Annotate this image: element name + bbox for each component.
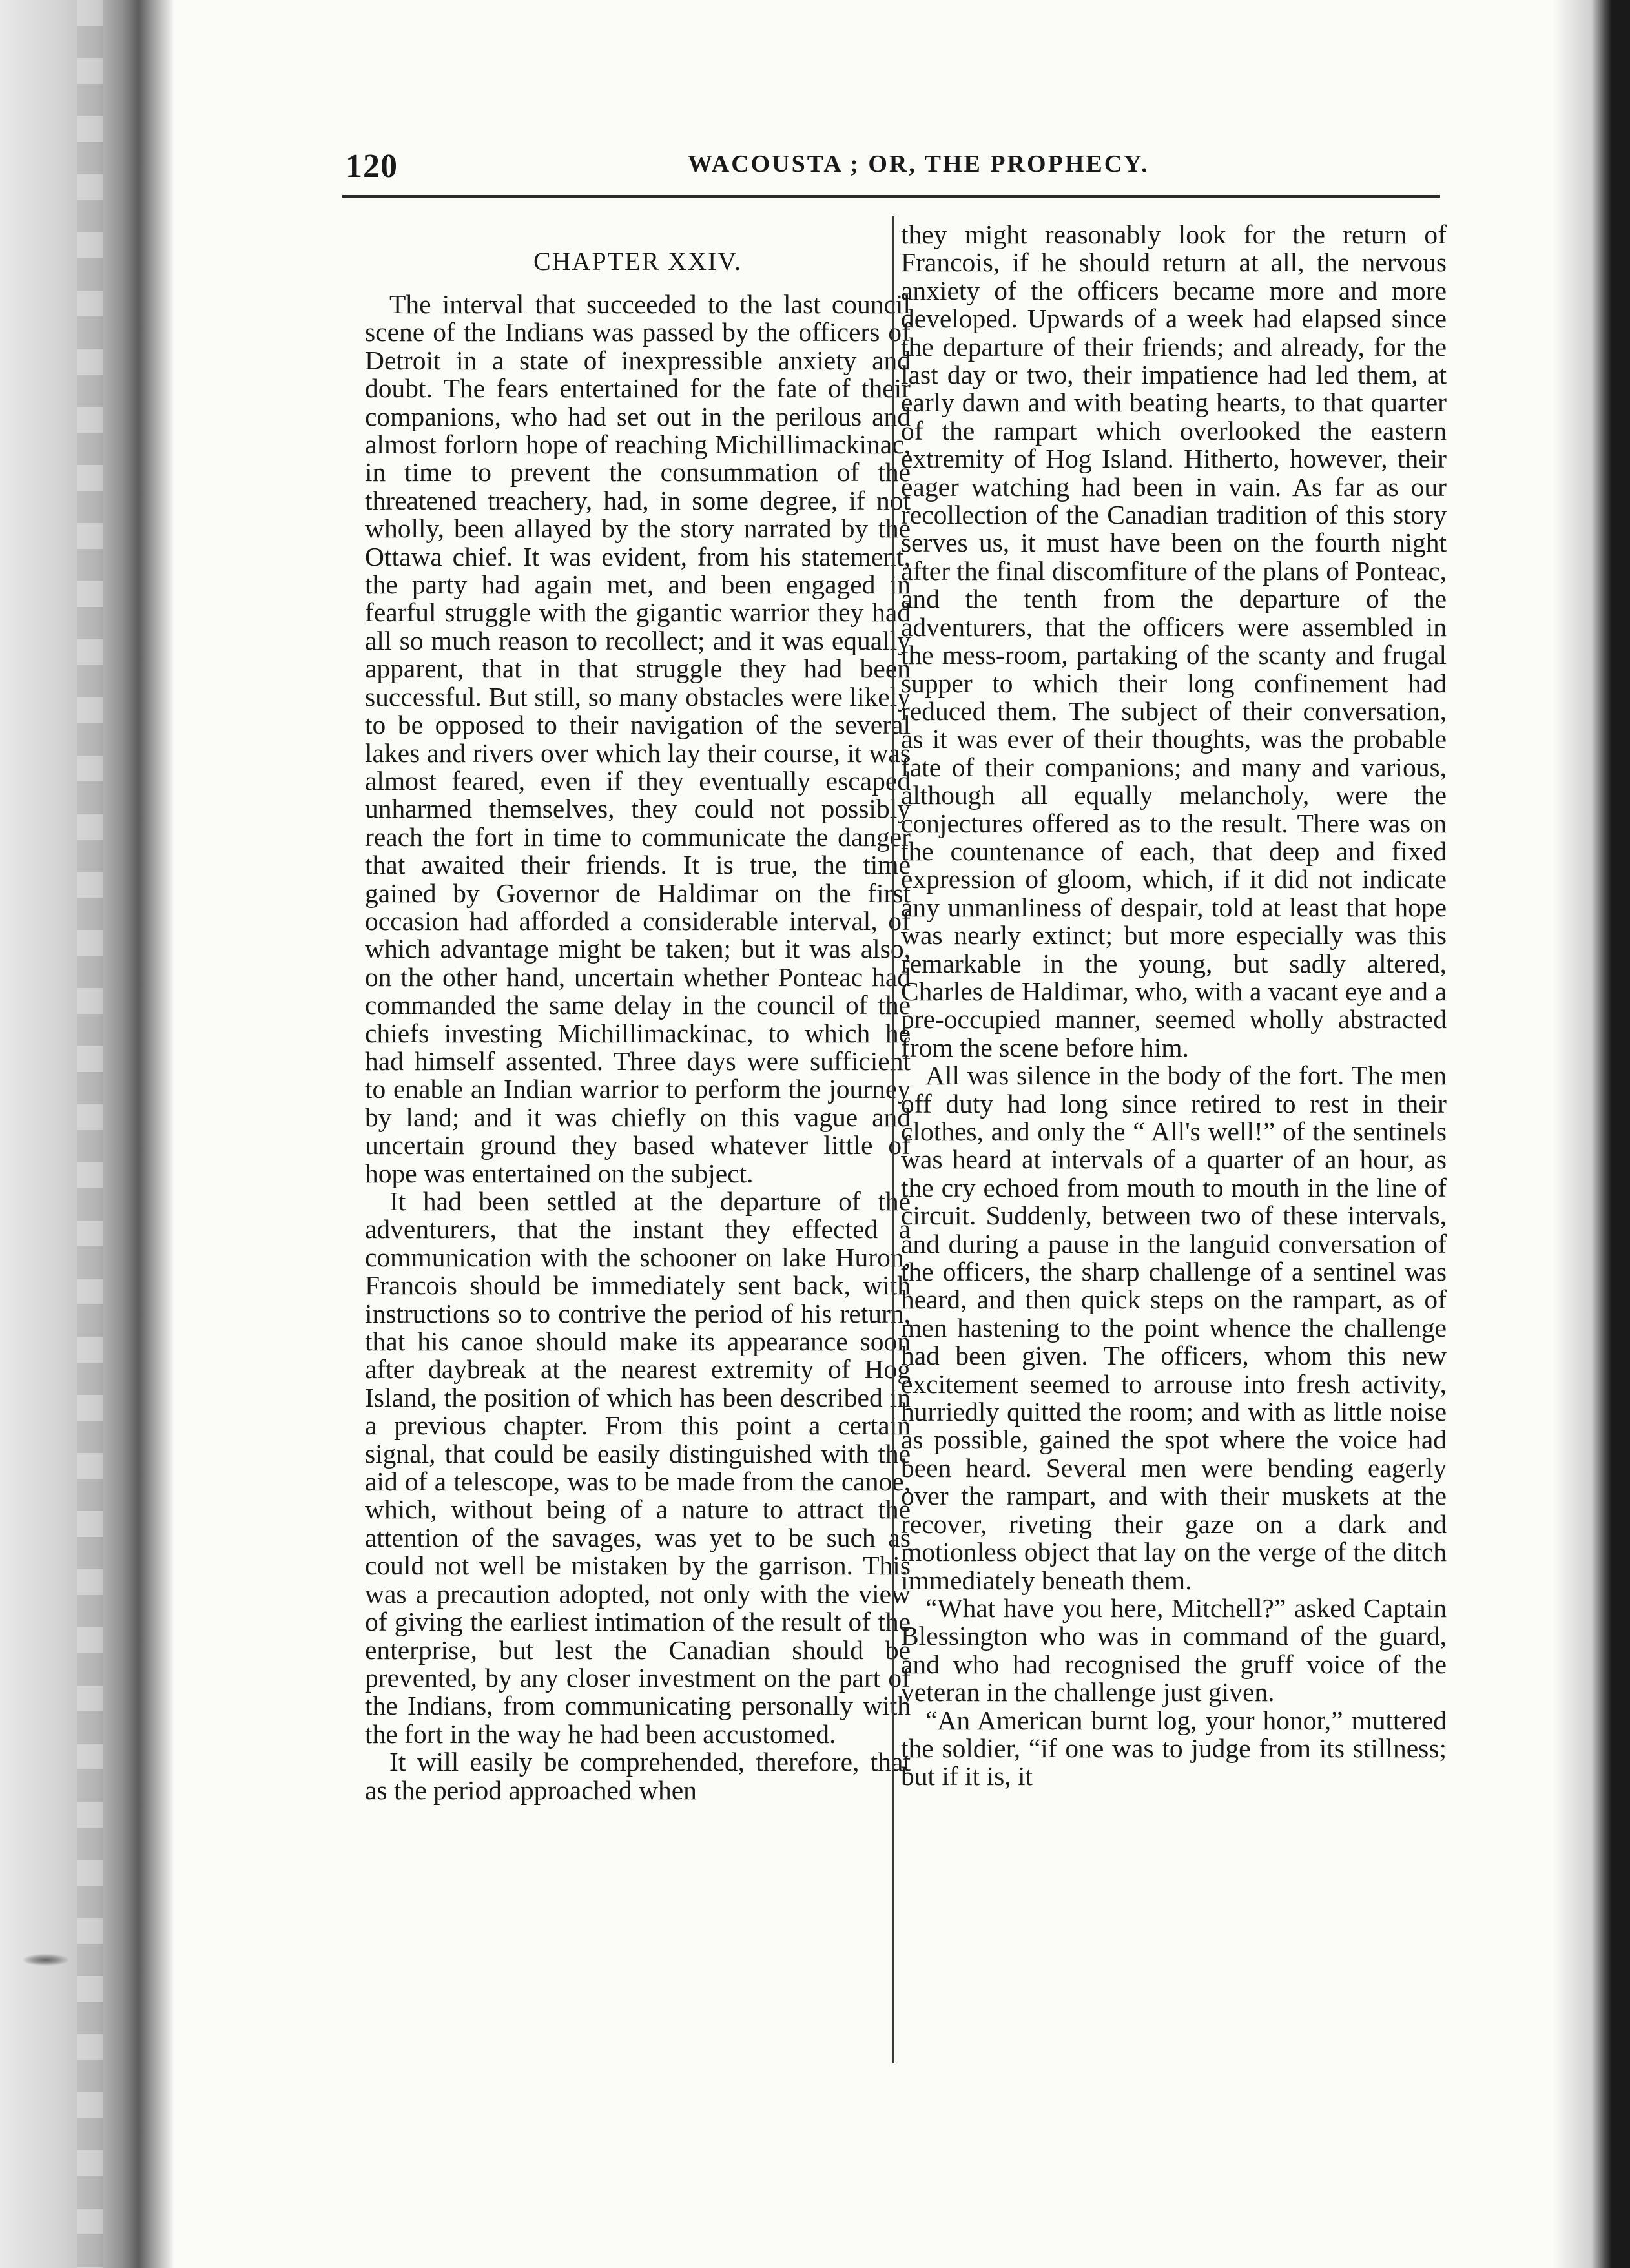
column-divider [892,216,894,2063]
paragraph: All was silence in the body of the fort. The men off duty had long since retired to rest in their clothes, and only the “ All's well!” of the sentinels was heard at intervals of a quarter of an hour, as the cry echoed from mouth to mouth in the line of circuit. Suddenly, between two of these intervals, and during a pause in the languid conversation of the officers, the sharp challenge of a sentinel was heard, and then quick steps on the rampart, as of men hastening to the point whence the challenge had been given. The officers, whom this new excitement seemed to arrouse into fresh activity, hurriedly quitted the room; and with as little noise as possible, gained the spot where the voice had been heard. Several men were bending eagerly over the rampart, and with their muskets at the recover, riveting their gaze on a dark and motionless object that lay on the verge of the ditch immediately beneath them. [901,1060,1447,1595]
scan-border-right [1553,0,1630,2268]
paragraph: The interval that succeeded to the last council scene of the Indians was passed by the officers of Detroit in a state of inexpressible anxiety and doubt. The fears entertained for the fate of their companions, who had set out in the perilous and almost forlorn hope of reaching Michillimackinac, in time to prevent the consummation of the threatened treachery, had, in some degree, if not wholly, been allayed by the story narrated by the Ottawa chief. It was evident, from his statement, the party had again met, and been engaged in fearful struggle with the gigantic warrior they had all so much reason to recollect; and it was equally apparent, that in that struggle they had been successful. But still, so many obstacles were likely to be opposed to their navigation of the several lakes and rivers over which lay their course, it was almost feared, even if they eventually escaped unharmed themselves, they could not possibly reach the fort in time to communicate the danger that awaited their friends. It is true, the time gained by Governor de Haldimar on the first occasion had afforded a considerable interval, of which advantage might be taken; but it was also, on the other hand, uncertain whether Ponteac had commanded the same delay in the council of the chiefs investing Michillimackinac, to which he had himself assented. Three days were sufficient to enable an Indian warrior to perform the journey by land; and it was chiefly on this vague and uncertain ground they based whatever little of hope was entertained on the subject. [365,289,911,1188]
paragraph: It will easily be comprehended, therefore, that as the period approached when [365,1747,911,1805]
scan-speck [23,1954,68,1966]
right-column [901,221,1447,1791]
paragraph: It had been settled at the departure of the adventurers, that the instant they effected a communication with the schooner on lake Huron, Francois should be immediately sent back, with instructions so to contrive the period of his return, that his canoe should make its appearance soon after daybreak at the nearest extremity of Hog Island, the position of which has been described in a previous chapter. From this point a certain signal, that could be easily distinguished with the aid of a telescope, was to be made from the canoe, which, without being of a nature to attract the attention of the savages, was yet to be such as could not well be mistaken by the garrison. This was a precaution adopted, not only with the view of giving the earliest intimation of the result of the enterprise, but lest the Canadian should be prevented, by any closer investment on the part of the Indians, from communicating personally with the fort in the way he had been accustomed. [365,1186,911,1749]
running-title: WACOUSTA ; OR, THE PROPHECY. [688,150,1150,178]
left-column [365,227,911,1804]
header-rule [342,195,1440,198]
paragraph: “What have you here, Mitchell?” asked Captain Blessington who was in command of the guard, and who had recognised the gruff voice of the veteran in the challenge just given. [901,1593,1447,1707]
paragraph: “An American burnt log, your honor,” muttered the soldier, “if one was to judge from its stillness; but if it is, it [901,1705,1447,1791]
paragraph-continued: they might reasonably look for the return of Francois, if he should return at all, the nervous anxiety of the officers became more and more developed. Upwards of a week had elapsed since the departure of their friends; and already, for the last day or two, their impatience had led them, at early dawn and with beating hearts, to that quarter of the rampart which overlooked the eastern extremity of Hog Island. Hitherto, however, their eager watching had been in vain. As far as our recollection of the Canadian tradition of this story serves us, it must have been on the fourth night after the final discomfiture of the plans of Ponteac, and the tenth from the departure of the adventurers, that the officers were assembled in the mess-room, partaking of the scanty and frugal supper to which their long confinement had reduced them. The subject of their conversation, as it was ever of their thoughts, was the probable fate of their companions; and many and various, although all equally melancholy, were the conjectures offered as to the result. There was on the countenance of each, that deep and fixed expression of gloom, which, if it did not indicate any unmanliness of despair, told at least that hope was nearly extinct; but more especially was this remarkable in the young, but sadly altered, Charles de Haldimar, who, with a vacant eye and a pre-occupied manner, seemed wholly abstracted from the scene before him. [901,220,1447,1062]
running-head [346,147,1440,192]
scan-streak [77,0,103,2268]
page-number: 120 [346,148,398,185]
chapter-heading: CHAPTER XXIV. [533,247,743,276]
